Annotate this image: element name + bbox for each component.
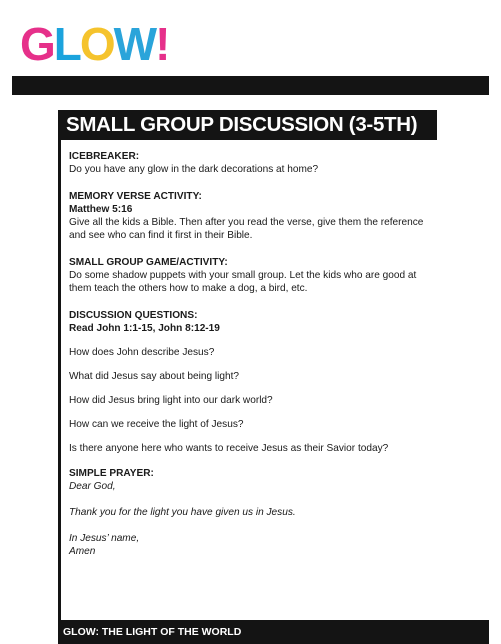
memory-verse-heading: MEMORY VERSE ACTIVITY:	[69, 191, 202, 202]
logo-letter-g: G	[20, 18, 54, 70]
header-bar	[12, 76, 489, 95]
page-title: SMALL GROUP DISCUSSION (3-5TH)	[66, 113, 418, 136]
prayer-line: Amen	[69, 546, 96, 557]
memory-verse-section	[69, 190, 441, 242]
prayer-line: Dear God,	[69, 481, 116, 492]
side-rule	[58, 110, 61, 644]
icebreaker-section	[69, 150, 441, 176]
prayer-line: In Jesus’ name,	[69, 533, 140, 544]
prayer-heading: SIMPLE PRAYER:	[69, 468, 154, 479]
discussion-question: How does John describe Jesus?	[69, 347, 215, 358]
game-text: Do some shadow puppets with your small group. Let the kids who are good at them teach the others how to make a dog, a bird, etc.	[69, 270, 417, 294]
footer-bar	[58, 620, 489, 644]
discussion-question: Is there anyone here who wants to receive Jesus as their Savior today?	[69, 443, 389, 454]
discussion-heading: DISCUSSION QUESTIONS:	[69, 310, 198, 321]
prayer-section	[69, 467, 441, 558]
discussion-reading: Read John 1:1-15, John 8:12-19	[69, 323, 220, 334]
logo-letter-o: O	[79, 18, 114, 70]
logo-letter-exclamation: !	[155, 18, 169, 70]
worksheet-content	[69, 150, 441, 572]
footer-title: GLOW: THE LIGHT OF THE WORLD	[63, 626, 242, 638]
title-banner	[58, 110, 437, 140]
icebreaker-text: Do you have any glow in the dark decorations at home?	[69, 164, 319, 175]
logo-letter-l: L	[53, 18, 80, 70]
discussion-question: How did Jesus bring light into our dark world?	[69, 395, 273, 406]
glow-logo	[20, 18, 169, 70]
icebreaker-heading: ICEBREAKER:	[69, 151, 140, 162]
discussion-question: How can we receive the light of Jesus?	[69, 419, 244, 430]
game-heading: SMALL GROUP GAME/ACTIVITY:	[69, 257, 228, 268]
game-section	[69, 256, 441, 295]
discussion-section	[69, 309, 441, 455]
prayer-line: Thank you for the light you have given us in Jesus.	[69, 507, 296, 518]
logo-letter-w: W	[113, 18, 156, 70]
discussion-question: What did Jesus say about being light?	[69, 371, 240, 382]
memory-verse-text: Give all the kids a Bible. Then after you read the verse, give them the reference and see who can find it first in their Bible.	[69, 217, 424, 241]
memory-verse-reference: Matthew 5:16	[69, 204, 133, 215]
